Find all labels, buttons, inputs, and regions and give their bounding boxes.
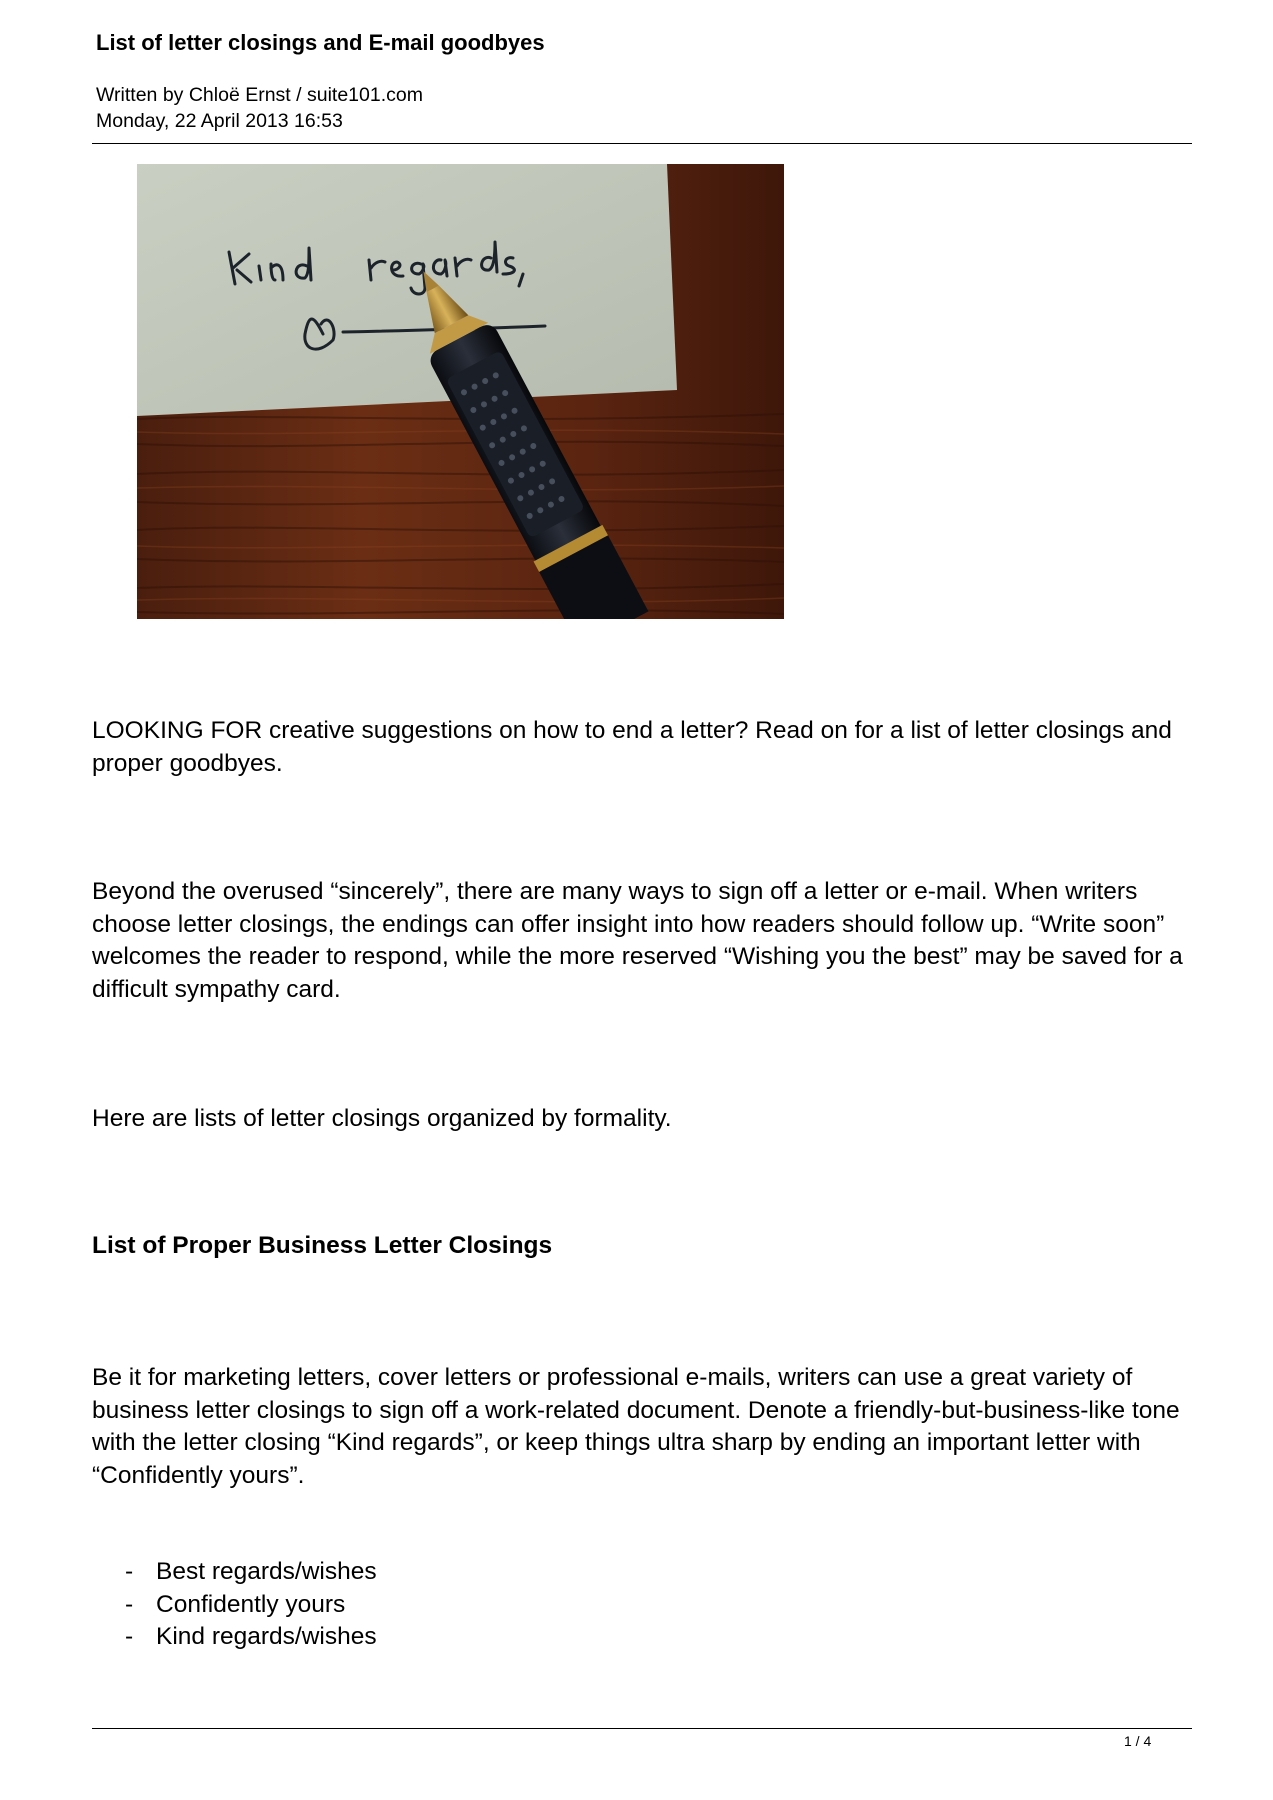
list-dash: - xyxy=(125,1623,134,1650)
photo-canvas xyxy=(137,164,784,619)
list-item-text: Best regards/wishes xyxy=(156,1558,377,1585)
footer-divider xyxy=(92,1728,1192,1729)
page-number: 1 / 4 xyxy=(1124,1733,1152,1749)
list-dash: - xyxy=(125,1558,134,1585)
intro-paragraph: LOOKING FOR creative suggestions on how to end a letter? Read on for a list of letter closings and proper goodbyes. xyxy=(92,717,1172,777)
publish-date: Monday, 22 April 2013 16:53 xyxy=(96,110,343,132)
list-item xyxy=(125,1589,377,1622)
list-item xyxy=(125,1556,377,1589)
fountain-pen-photo xyxy=(137,164,784,619)
closings-list xyxy=(125,1556,377,1654)
body-paragraph-sincerely: Beyond the overused “sincerely”, there are many ways to sign off a letter or e-mail. When writers choose letter closings, the endings can offer insight into how readers should follow up. “Write soon” welcomes the reader to respond, while the more reserved “Wishing you the best” may be saved for a difficult sympathy card. xyxy=(92,878,1183,1003)
list-item xyxy=(125,1621,377,1654)
section-heading: List of Proper Business Letter Closings xyxy=(92,1232,553,1259)
body-paragraph-business: Be it for marketing letters, cover letters or professional e-mails, writers can use a great variety of business letter closings to sign off a work-related document. Denote a friendly-but-business-like tone with the letter closing “Kind regards”, or keep things ultra sharp by ending an important letter with “Confidently yours”. xyxy=(92,1364,1180,1489)
list-item-text: Confidently yours xyxy=(156,1590,346,1618)
author-byline: Written by Chloë Ernst / suite101.com xyxy=(96,84,423,106)
list-dash: - xyxy=(125,1590,134,1618)
document-title: List of letter closings and E-mail goodbyes xyxy=(96,30,545,55)
list-item-text: Kind regards/wishes xyxy=(156,1623,377,1650)
header-divider xyxy=(92,143,1192,144)
body-paragraph-formality: Here are lists of letter closings organized by formality. xyxy=(92,1105,672,1132)
